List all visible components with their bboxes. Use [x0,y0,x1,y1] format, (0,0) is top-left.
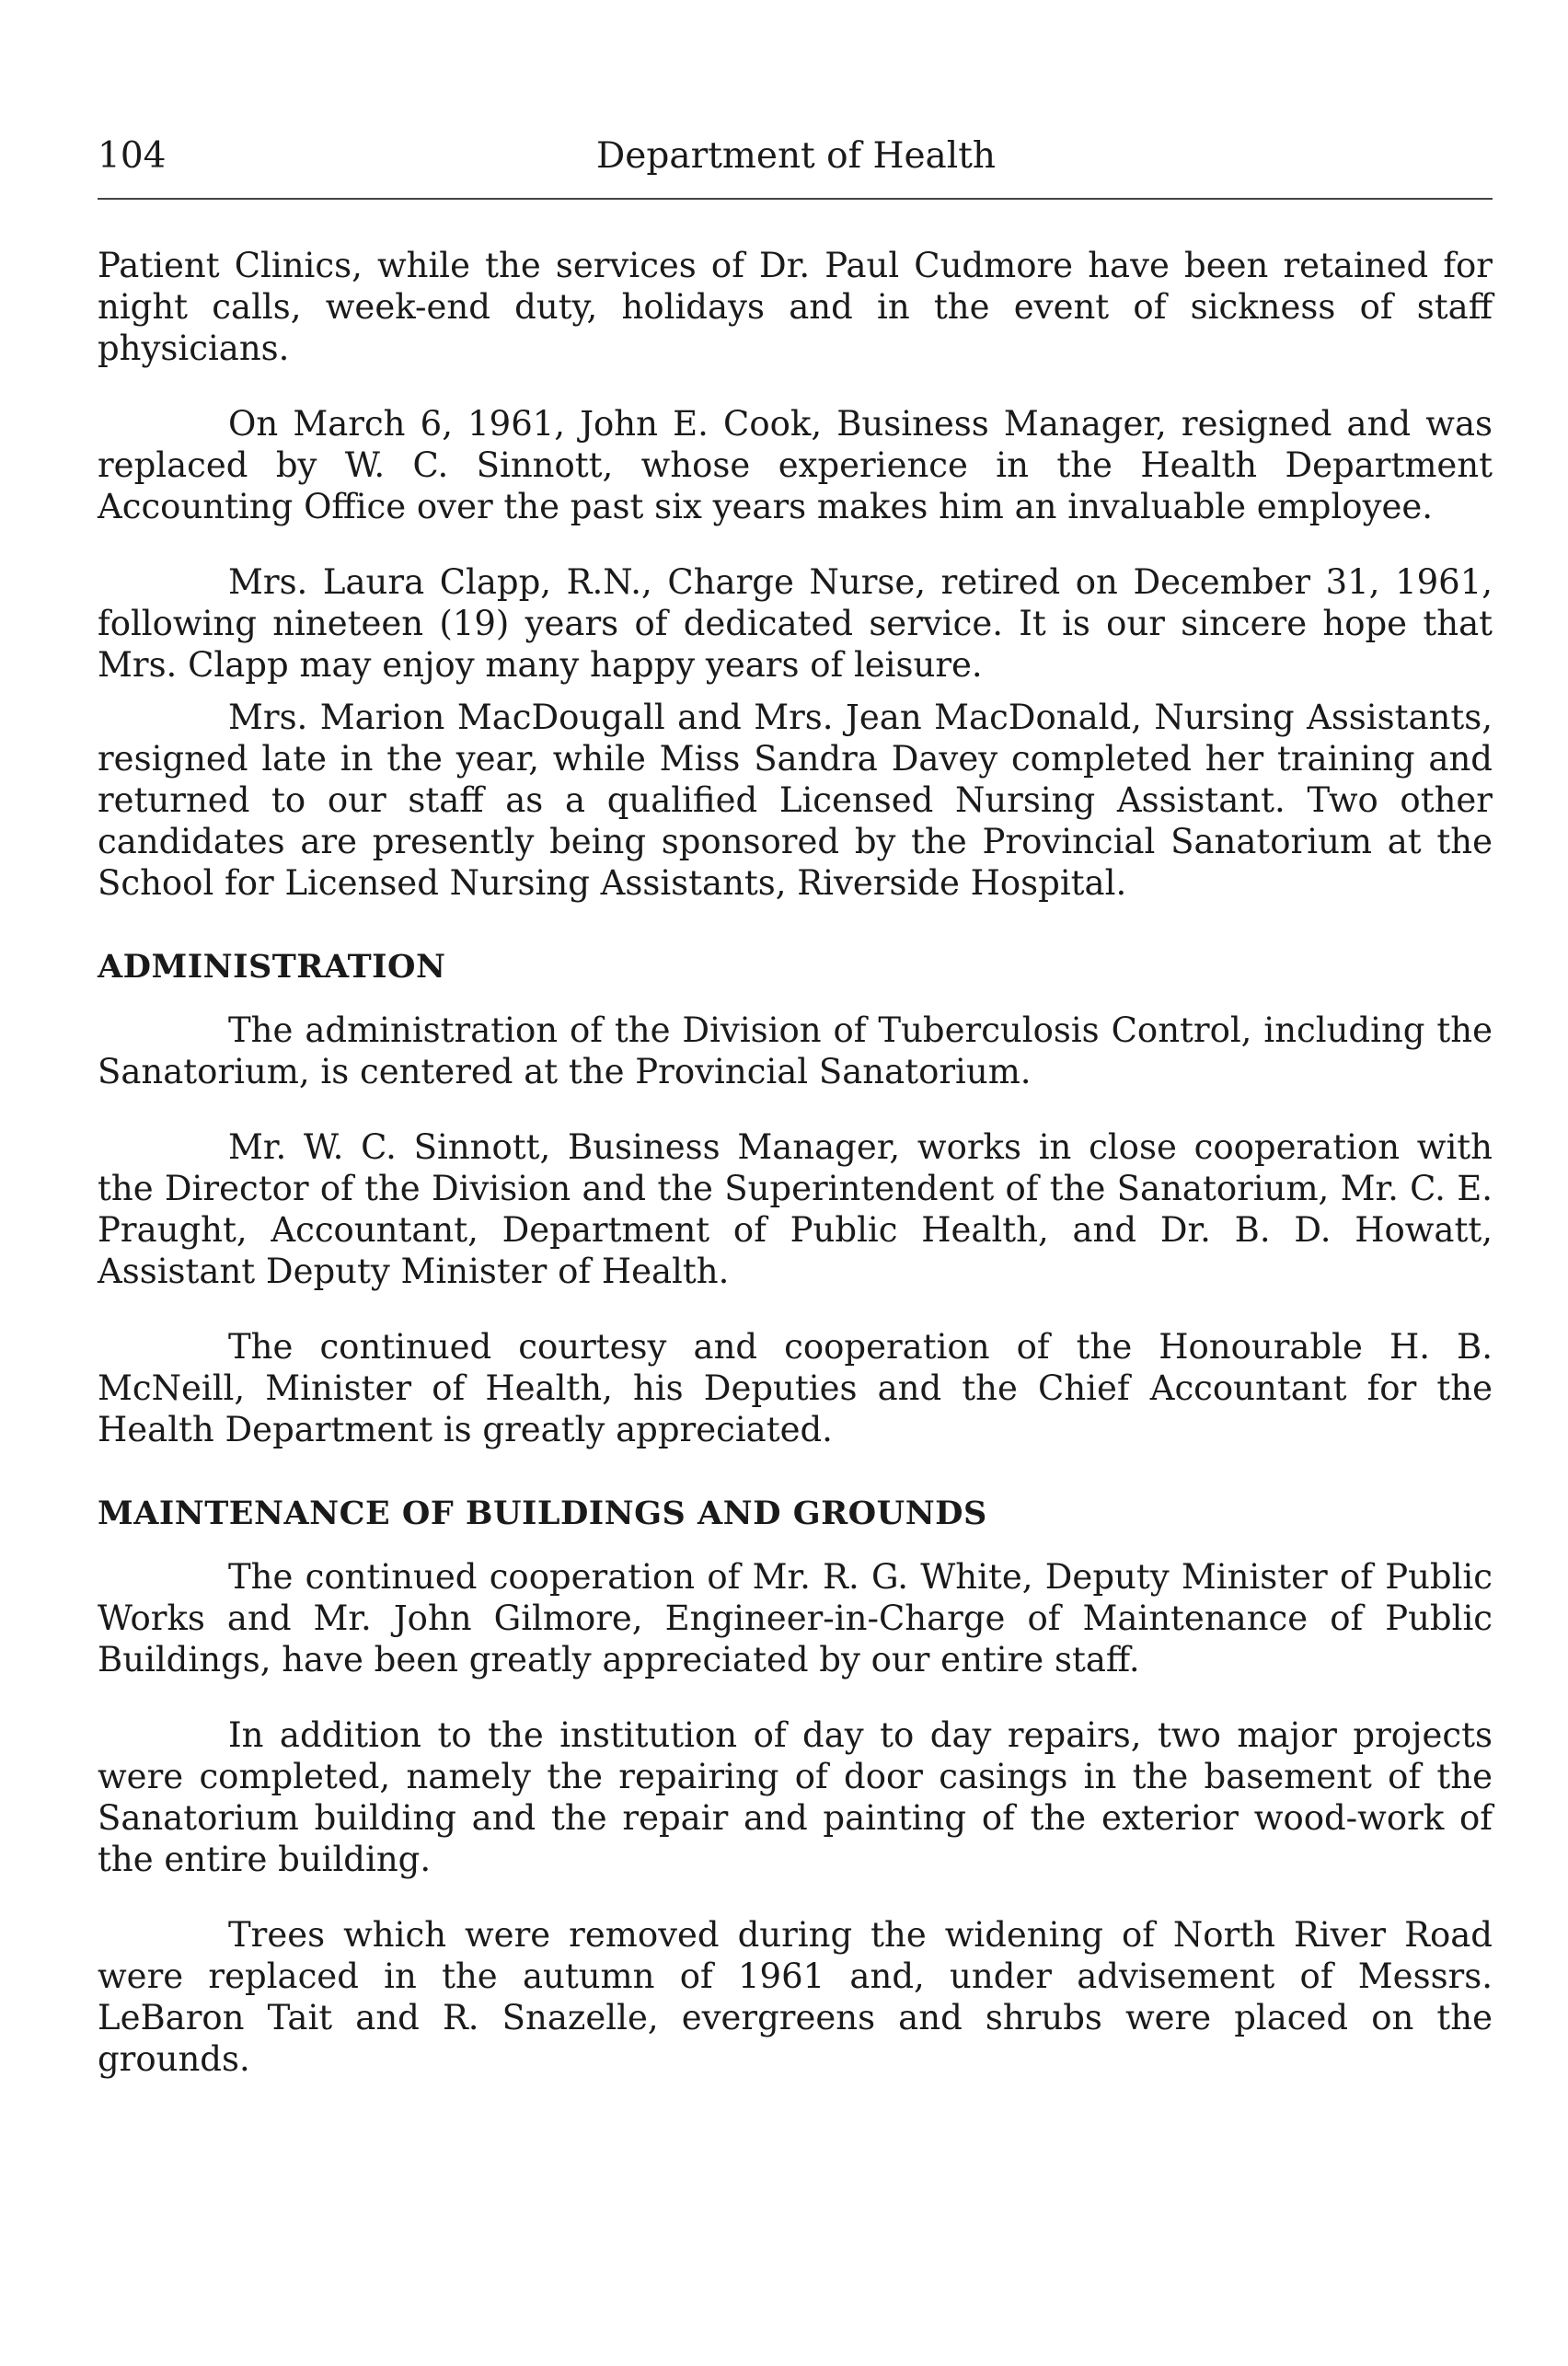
paragraph-business-manager-cooperation: Mr. W. C. Sinnott, Business Manager, works in close cooperation with the Director of the Division and the Superintendent of the Sanatorium, Mr. C. E. Praught, Accountant, Department of Public Health, and Dr. B. D. Howatt, Assistant Deputy Minister of Health. [98,1127,1493,1291]
paragraph-repairs: In addition to the institution of day to day repairs, two major projects were completed, namely the repairing of door casings in the basement of the Sanatorium building and the repair and painting of the exterior wood-work of the entire building. [98,1715,1493,1879]
heading-maintenance: MAINTENANCE OF BUILDINGS AND GROUNDS [98,1495,987,1532]
paragraph-continued-clinics: Patient Clinics, while the services of Dr. Paul Cudmore have been retained for night calls, week-end duty, holidays and in the event of sickness of staff physicians. [98,246,1493,368]
paragraph-public-works: The continued cooperation of Mr. R. G. White, Deputy Minister of Public Works and Mr. John Gilmore, Engineer-in-Charge of Maintenance of Public Buildings, have been greatly appreciated by our entire staff. [98,1557,1493,1679]
paragraph-trees: Trees which were removed during the widening of North River Road were replaced in the autumn of 1961 and, under advisement of Messrs. LeBaron Tait and R. Snazelle, evergreens and shrubs were placed on the grounds. [98,1915,1493,2079]
page-number: 104 [98,135,167,177]
running-title: Department of Health [596,135,997,177]
paragraph-nursing-assistants: Mrs. Marion MacDougall and Mrs. Jean MacDonald, Nursing Assistants, resigned late in the year, while Miss Sandra Davey completed her training and returned to our staff as a qualified Licensed Nursing Assistant. Two other candidates are presently being sponsored by the Provincial Sanatorium at the School for Licensed Nursing Assistants, Riverside Hospital. [98,698,1493,903]
paragraph-administration: The administration of the Division of Tuberculosis Control, including the Sanatorium, is centered at the Provincial Sanatorium. [98,1010,1493,1091]
running-head [98,131,1493,182]
paragraph-charge-nurse: Mrs. Laura Clapp, R.N., Charge Nurse, retired on December 31, 1961, following nineteen (19) years of dedicated service. It is our sincere hope that Mrs. Clapp may enjoy many happy years of leisure. [98,562,1493,685]
heading-administration: ADMINISTRATION [98,948,446,986]
paragraph-minister-courtesy: The continued courtesy and cooperation of the Honourable H. B. McNeill, Minister of Health, his Deputies and the Chief Accountant for the Health Department is greatly appreciated. [98,1327,1493,1449]
paragraph-business-manager: On March 6, 1961, John E. Cook, Business Manager, resigned and was replaced by W. C. Sinnott, whose experience in the Health Department Accounting Office over the past six years makes him an invaluable employee. [98,404,1493,526]
body-text [98,245,1493,2114]
header-rule [98,198,1493,200]
